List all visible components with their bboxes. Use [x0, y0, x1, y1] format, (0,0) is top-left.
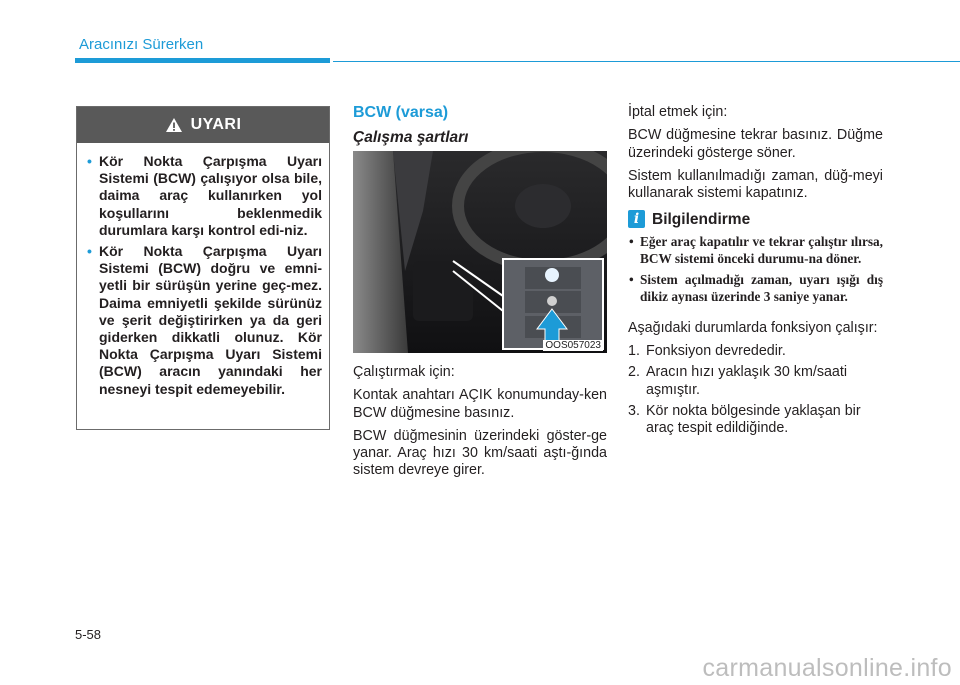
info-title: Bilgilendirme [652, 210, 751, 228]
condition-item: 1. Fonksiyon devrededir. [628, 342, 786, 359]
conditions-list [628, 343, 883, 437]
info-list [628, 234, 883, 305]
activation-text [353, 364, 607, 486]
warning-box [76, 106, 330, 430]
paragraph: BCW düğmesine tekrar basınız. Düğme üzerindeki gösterge söner. [628, 127, 883, 161]
paragraph: Sistem kullanılmadığı zaman, düğ-meyi kullanarak sistemi kapatınız. [628, 167, 883, 202]
dashboard-illustration [353, 151, 607, 353]
warning-item: • Kör Nokta Çarpışma Uyarı Sistemi (BCW) çalışıyor olsa bile, daima araç kullanırken yol koşullarını beklenmedik durumlara karşı kontrol edi-niz. [87, 153, 322, 238]
operating-conditions-title: Çalışma şartları [353, 129, 469, 146]
info-header [628, 210, 883, 228]
warning-title: UYARI [190, 116, 242, 133]
warning-triangle-icon [165, 117, 183, 133]
info-icon: i [628, 210, 645, 228]
photo-code: OOS057023 [545, 340, 601, 351]
bcw-button-photo [353, 151, 607, 353]
info-item: • Sistem açılmadığı zaman, uyarı ışığı dış dikiz aynası üzerinde 3 saniye yanar. [629, 272, 883, 304]
condition-item: 3. Kör nokta bölgesinde yaklaşan bir araç tespit edildiğinde. [628, 402, 861, 437]
right-column [628, 104, 883, 441]
bullet: • [87, 153, 92, 169]
info-item: • Eğer araç kapatılır ve tekrar çalıştır ılırsa, BCW sistemi önceki durumu-na döner. [629, 234, 883, 267]
warning-item: • Kör Nokta Çarpışma Uyarı Sistemi (BCW) doğru ve emni-yetli bir sürüşün yerine geç-mez. Daima emniyetli şekilde sürünüz ve şerit değiştirirken ya da geri giderken dikkatli olunuz. Kör Nokta Çarpışma Uyarı Sistemi (BCW) aracın yanındaki her nesneyi tespit edemeyebilir. [87, 243, 322, 397]
paragraph: Çalıştırmak için: [353, 364, 455, 380]
section-title: Aracınızı Sürerken [79, 36, 204, 53]
header-rule-thin [333, 61, 960, 62]
warning-list [77, 143, 329, 398]
condition-item: 2. Aracın hızı yaklaşık 30 km/saati aşmıştır. [628, 364, 848, 398]
warning-header [77, 107, 329, 143]
header-rule-thick [75, 58, 330, 63]
watermark: carmanualsonline.info [702, 654, 952, 682]
paragraph: BCW düğmesinin üzerindeki göster-ge yanar. Araç hızı 30 km/saati aştı-ğında sistem devreye girer. [353, 427, 607, 479]
paragraph: İptal etmek için: [628, 104, 728, 120]
bullet: • [87, 243, 92, 260]
bullet: • [629, 272, 634, 288]
page-number: 5-58 [75, 627, 102, 642]
bcw-title: BCW (varsa) [353, 104, 449, 121]
bullet: • [629, 234, 634, 250]
paragraph: Kontak anahtarı AÇIK konumunday-ken BCW düğmesine basınız. [353, 387, 607, 421]
conditions-intro: Aşağıdaki durumlarda fonksiyon çalışır: [628, 319, 878, 336]
